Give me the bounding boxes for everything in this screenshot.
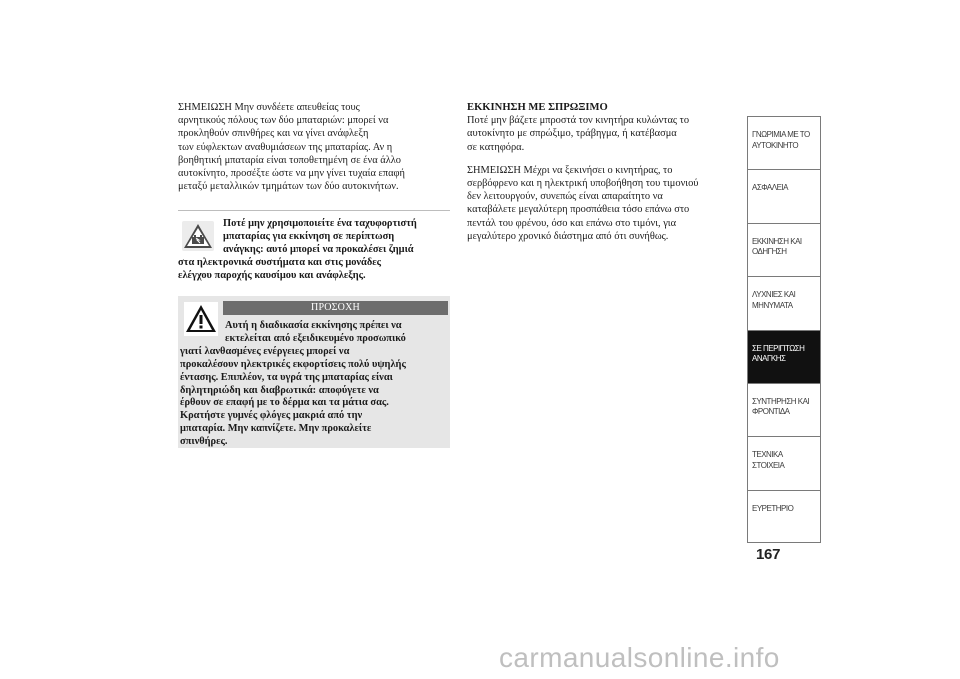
- paragraph-line: ΣΗΜΕΙΩΣΗ Μέχρι να ξεκινήσει ο κινητήρας, το: [467, 164, 673, 176]
- warning-line: Αυτή η διαδικασία εκκίνησης πρέπει να: [225, 320, 402, 331]
- warning-line: έντασης. Επιπλέον, τα υγρά της μπαταρίας είναι: [180, 371, 393, 383]
- notice-line: ανάγκης: αυτό μπορεί να προκαλέσει ζημιά: [223, 244, 414, 256]
- paragraph-line: μεγαλύτερο χρονικό διάστημα από ότι συνήθως.: [467, 230, 669, 242]
- charger-notice: [178, 218, 450, 298]
- tab-label: ΕΚΚΙΝΗΣΗ ΚΑΙ: [752, 236, 802, 246]
- tab-safety[interactable]: [748, 169, 820, 222]
- tab-label: ΑΝΑΓΚΗΣ: [752, 354, 786, 364]
- warning-line: δηλητηριώδη και διαβρωτικά: αποφύγετε να: [180, 384, 379, 396]
- warning-line: προκαλέσουν ηλεκτρικές εκφορτίσεις πολύ υψηλής: [180, 358, 406, 370]
- warning-header: ΠΡΟΣΟΧΗ: [223, 301, 448, 315]
- paragraph-line: αυτοκίνητο με σπρώξιμο, τράβηγμα, ή κατέβασμα: [467, 128, 677, 140]
- notice-line: ελέγχου παροχής καυσίμου και ανάφλεξης.: [178, 269, 366, 281]
- warning-line: μπαταρία. Μην καπνίζετε. Μην προκαλείτε: [180, 423, 372, 435]
- warning-box: [178, 296, 450, 448]
- warning-line: Κρατήστε γυμνές φλόγες μακριά από την: [180, 410, 363, 422]
- tab-label: ΛΥΧΝΙΕΣ ΚΑΙ: [752, 290, 796, 300]
- paragraph-line: Ποτέ μην βάζετε μπροστά τον κινητήρα κυλώντας το: [467, 115, 690, 127]
- tab-label: ΑΣΦΑΛΕΙΑ: [752, 183, 789, 193]
- page-number: 167: [756, 546, 781, 563]
- intro-line: προκληθούν σπινθήρες και να γίνει ανάφλεξη: [178, 128, 369, 140]
- tab-starting-driving[interactable]: [748, 223, 820, 276]
- paragraph-line: σε κατηφόρα.: [467, 141, 525, 153]
- warning-line: γιατί λανθασμένες ενέργειες μπορεί να: [180, 345, 350, 357]
- tab-label: ΣΕ ΠΕΡΙΠΤΩΣΗ: [752, 343, 805, 353]
- right-column: [467, 101, 739, 243]
- notice-line: στα ηλεκτρονικά συστήματα και στις μονάδες: [178, 256, 382, 268]
- tab-getting-to-know[interactable]: [748, 116, 820, 169]
- warning-line: εκτελείται από εξειδικευμένο προσωπικό: [225, 332, 406, 344]
- intro-line: μεταξύ μεταλλικών τμημάτων των δύο αυτοκινήτων.: [178, 181, 399, 193]
- tab-lights-messages[interactable]: [748, 276, 820, 329]
- tab-label: ΑΥΤΟΚΙΝΗΤΟ: [752, 140, 799, 150]
- intro-note: [178, 101, 450, 193]
- warning-line: έρθουν σε επαφή με το δέρμα και τα μάτια σας.: [180, 397, 389, 409]
- tab-index[interactable]: [748, 490, 820, 543]
- tab-emergency[interactable]: [748, 330, 820, 383]
- paragraph-line: σερβόφρενο και η ηλεκτρική υποβοήθηση του τιμονιού: [467, 178, 699, 190]
- warning-line: σπινθήρες.: [180, 436, 228, 448]
- intro-line: βοηθητική μπαταρία είναι τοποθετημένη σε ένα άλλο: [178, 154, 401, 166]
- tab-label: ΓΝΩΡΙΜΙΑ ΜΕ ΤΟ: [752, 130, 810, 139]
- notice-text: [178, 218, 448, 282]
- intro-line: ΣΗΜΕΙΩΣΗ Μην συνδέετε απευθείας τους: [178, 102, 360, 113]
- tab-label: ΣΥΝΤΗΡΗΣΗ ΚΑΙ: [752, 396, 810, 406]
- paragraph-line: δεν λειτουργούν, συνεπώς είναι απαραίτητο να: [467, 191, 663, 203]
- tab-label: ΜΗΝΥΜΑΤΑ: [752, 300, 793, 310]
- intro-line: αυτοκίνητο, προσέξτε ώστε να μην γίνει τυχαία επαφή: [178, 168, 405, 180]
- paragraph-line: πεντάλ του φρένου, όσο και επάνω στο τιμόνι, για: [467, 217, 677, 229]
- tab-label: ΕΥΡΕΤΗΡΙΟ: [752, 503, 794, 513]
- paragraph-line: καταβάλετε μεγαλύτερη προσπάθεια τόσο επάνω στο: [467, 204, 690, 216]
- push-start-paragraph: [467, 114, 739, 154]
- tab-label: ΤΕΧΝΙΚΑ ΣΤΟΙΧΕΙΑ: [752, 450, 785, 470]
- tab-technical-data[interactable]: [748, 436, 820, 489]
- tab-label: ΟΔΗΓΗΣΗ: [752, 247, 787, 257]
- section-divider: [178, 210, 450, 211]
- intro-line: αρνητικούς πόλους των δύο μπαταριών: μπορεί να: [178, 115, 389, 127]
- notice-line: μπαταρίας για εκκίνηση σε περίπτωση: [223, 231, 395, 243]
- watermark: carmanualsonline.info: [499, 642, 780, 673]
- left-column: [178, 101, 450, 298]
- power-assist-note: [467, 164, 739, 243]
- tab-maintenance[interactable]: [748, 383, 820, 436]
- section-heading: ΕΚΚΙΝΗΣΗ ΜΕ ΣΠΡΩΞΙΜΟ: [467, 102, 608, 113]
- intro-line: των εύφλεκτων αναθυμιάσεων της μπαταρίας. Αν η: [178, 141, 393, 153]
- chapter-tabs: [747, 116, 821, 543]
- tab-label: ΦΡΟΝΤΙΔΑ: [752, 407, 790, 417]
- warning-text: [180, 320, 448, 449]
- notice-line: Ποτέ μην χρησιμοποιείτε ένα ταχυφορτιστή: [223, 218, 417, 230]
